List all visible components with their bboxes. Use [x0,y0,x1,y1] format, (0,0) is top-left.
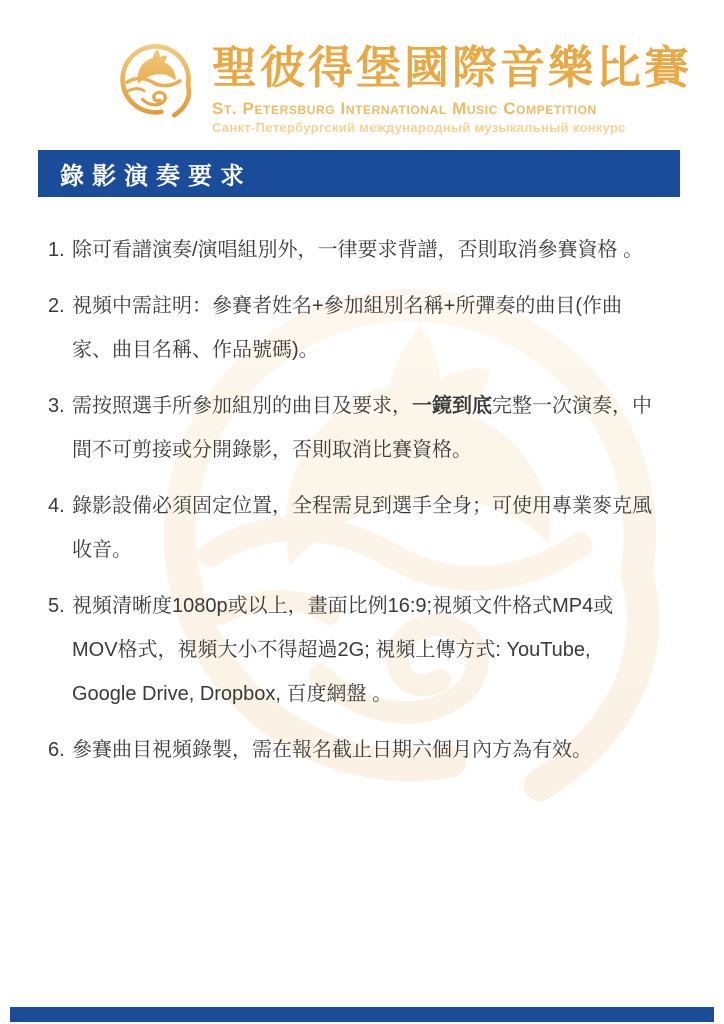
competition-title-zh: 聖彼得堡國際音樂比賽 [212,41,693,94]
requirement-line: 間不可剪接或分開錄影，否則取消比賽資格。 [72,439,472,461]
requirement-item [48,284,678,372]
requirement-item [48,584,678,716]
requirement-line: 視頻中需註明：參賽者姓名+參加組別名稱+所彈奏的曲目(作曲 [72,295,623,317]
requirement-item [48,484,678,572]
requirement-number: 3. [48,395,65,417]
requirement-line: 需按照選手所參加組別的曲目及要求，一鏡到底完整一次演奏，中 [72,395,652,417]
requirement-number: 4. [48,495,65,517]
requirement-line: 收音。 [72,539,132,561]
footer-bar [10,1007,714,1022]
requirement-item [48,384,678,472]
requirement-item [48,728,678,772]
horse-wave-emblem-icon [114,36,200,130]
requirement-number: 2. [48,295,65,317]
requirement-line: 錄影設備必須固定位置，全程需見到選手全身；可使用專業麥克風 [72,495,652,517]
section-banner-title: 錄影演奏要求 [60,163,252,190]
requirement-number: 1. [48,239,65,261]
requirement-line: Google Drive, Dropbox, 百度網盤 。 [72,683,393,705]
section-banner [38,150,680,197]
requirement-line: 視頻清晰度1080p或以上，畫面比例16:9;視頻文件格式MP4或 [72,595,614,617]
requirement-number: 6. [48,739,65,761]
header [212,42,712,135]
requirement-line: 家、曲目名稱、作品號碼)。 [72,339,319,361]
requirement-line: 除可看譜演奏/演唱組別外，一律要求背譜，否則取消參賽資格 。 [72,239,644,261]
competition-title-ru: Санкт-Петербургский международный музыкальный конкурс [212,119,626,135]
requirement-number: 5. [48,595,65,617]
requirements-list [48,228,678,784]
requirement-item [48,228,678,272]
competition-title-en: St. Petersburg International Music Competition [212,98,597,118]
requirement-line: 參賽曲目視頻錄製，需在報名截止日期六個月內方為有效。 [72,739,592,761]
requirement-line: MOV格式，視頻大小不得超過2G; 視頻上傳方式: YouTube, [72,639,591,661]
